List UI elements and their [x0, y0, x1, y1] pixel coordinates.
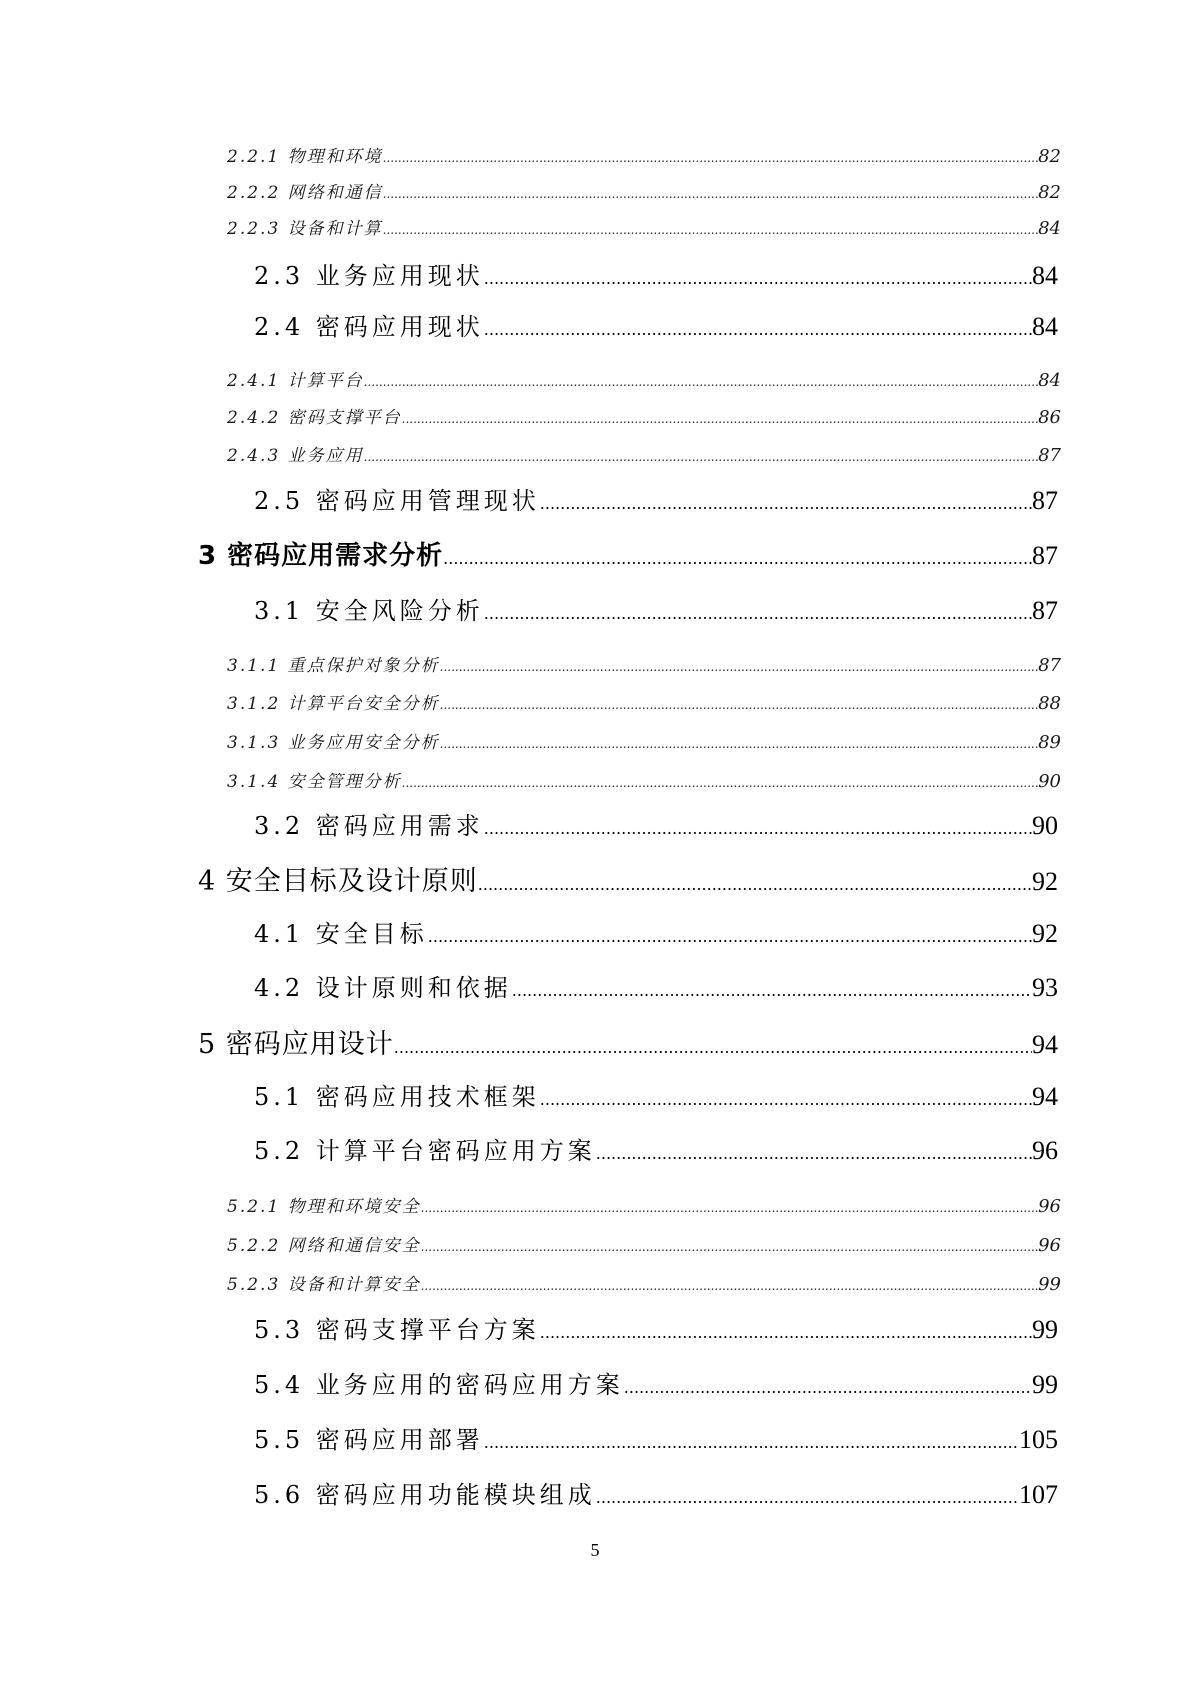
toc-entry-page: 92	[1032, 919, 1058, 948]
toc-entry[interactable]	[254, 256, 1058, 292]
toc-entry-title: 5 密码应用设计	[198, 1029, 394, 1060]
toc-dot-leader	[596, 1137, 1032, 1165]
toc-entry-title: 3.1 安全风险分析	[254, 597, 484, 625]
toc-entry-title: 2.4.3 业务应用	[227, 446, 364, 466]
toc-entry[interactable]	[254, 806, 1058, 842]
toc-entry[interactable]	[254, 968, 1058, 1004]
toc-entry[interactable]	[254, 481, 1058, 517]
toc-dot-leader	[484, 812, 1032, 840]
toc-entry-page: 86	[1038, 407, 1061, 428]
toc-dot-leader	[402, 408, 1038, 428]
toc-entry[interactable]	[227, 1192, 1061, 1216]
toc-dot-leader	[421, 1236, 1038, 1256]
toc-entry-page: 94	[1032, 1030, 1058, 1059]
toc-entry-page: 96	[1038, 1196, 1061, 1217]
toc-dot-leader	[484, 313, 1032, 341]
toc-entry-title: 5.2 计算平台密码应用方案	[254, 1137, 596, 1165]
toc-entry-title: 2.2.3 设备和计算	[227, 219, 383, 239]
toc-dot-leader	[443, 540, 1032, 571]
toc-entry[interactable]	[227, 689, 1061, 713]
toc-entry[interactable]	[227, 728, 1061, 752]
toc-entry[interactable]	[198, 535, 1058, 573]
toc-dot-leader	[364, 446, 1038, 466]
toc-dot-leader	[512, 974, 1032, 1002]
toc-entry-page: 87	[1038, 445, 1061, 466]
toc-entry-title: 5.2.1 物理和环境安全	[227, 1197, 421, 1217]
toc-dot-leader	[478, 866, 1032, 897]
toc-entry-page: 96	[1032, 1136, 1058, 1165]
toc-entry-title: 5.5 密码应用部署	[254, 1426, 484, 1454]
toc-entry[interactable]	[227, 1231, 1061, 1255]
toc-entry[interactable]	[254, 1365, 1058, 1401]
toc-entry-page: 99	[1038, 1274, 1061, 1295]
toc-dot-leader	[440, 694, 1038, 714]
toc-entry[interactable]	[227, 403, 1061, 427]
toc-entry-title: 5.6 密码应用功能模块组成	[254, 1481, 596, 1509]
toc-dot-leader	[394, 1029, 1032, 1060]
toc-dot-leader	[540, 1316, 1032, 1344]
toc-entry-title: 3.2 密码应用需求	[254, 812, 484, 840]
toc-entry[interactable]	[254, 1475, 1058, 1511]
toc-entry-title: 5.4 业务应用的密码应用方案	[254, 1371, 624, 1399]
toc-dot-leader	[383, 147, 1038, 167]
toc-entry-page: 87	[1032, 596, 1058, 625]
toc-dot-leader	[540, 487, 1032, 515]
toc-entry[interactable]	[227, 1270, 1061, 1294]
toc-entry-title: 2.2.2 网络和通信	[227, 183, 383, 203]
toc-dot-leader	[484, 1426, 1019, 1454]
toc-entry[interactable]	[227, 651, 1061, 675]
toc-dot-leader	[421, 1197, 1038, 1217]
toc-dot-leader	[440, 656, 1038, 676]
toc-entry-page: 107	[1019, 1480, 1058, 1509]
toc-entry-page: 96	[1038, 1235, 1061, 1256]
toc-entry-page: 93	[1032, 973, 1058, 1002]
toc-entry[interactable]	[254, 1131, 1058, 1167]
toc-entry-page: 105	[1019, 1425, 1058, 1454]
toc-entry-title: 2.2.1 物理和环境	[227, 147, 383, 167]
toc-entry-page: 84	[1038, 370, 1061, 391]
toc-entry[interactable]	[227, 178, 1061, 202]
toc-entry-title: 2.4.1 计算平台	[227, 371, 364, 391]
toc-entry-title: 2.5 密码应用管理现状	[254, 487, 540, 515]
toc-dot-leader	[484, 262, 1032, 290]
toc-entry-title: 3.1.3 业务应用安全分析	[227, 733, 440, 753]
toc-dot-leader	[383, 183, 1038, 203]
toc-entry-page: 84	[1038, 218, 1061, 239]
toc-entry-title: 4.2 设计原则和依据	[254, 974, 512, 1002]
toc-entry[interactable]	[198, 859, 1058, 897]
toc-entry-page: 82	[1038, 182, 1061, 203]
toc-entry[interactable]	[254, 1077, 1058, 1113]
toc-entry-page: 82	[1038, 146, 1061, 167]
toc-entry-title: 3.1.1 重点保护对象分析	[227, 656, 440, 676]
toc-entry-page: 99	[1032, 1315, 1058, 1344]
toc-dot-leader	[440, 733, 1038, 753]
toc-entry-page: 84	[1032, 312, 1058, 341]
toc-dot-leader	[421, 1275, 1038, 1295]
toc-entry-title: 4.1 安全目标	[254, 920, 428, 948]
toc-entry[interactable]	[254, 914, 1058, 950]
toc-entry-title: 3 密码应用需求分析	[198, 541, 444, 571]
toc-dot-leader	[402, 772, 1038, 792]
toc-entry-title: 3.1.4 安全管理分析	[227, 772, 402, 792]
toc-entry[interactable]	[254, 1310, 1058, 1346]
toc-entry-title: 2.3 业务应用现状	[254, 262, 484, 290]
toc-entry[interactable]	[198, 1022, 1058, 1060]
toc-dot-leader	[383, 219, 1038, 239]
toc-entry-title: 5.2.3 设备和计算安全	[227, 1275, 421, 1295]
toc-entry[interactable]	[227, 441, 1061, 465]
toc-entry-page: 88	[1038, 693, 1061, 714]
toc-entry-title: 3.1.2 计算平台安全分析	[227, 694, 440, 714]
page-number: 5	[590, 1540, 600, 1560]
toc-dot-leader	[540, 1083, 1032, 1111]
toc-entry-title: 2.4.2 密码支撑平台	[227, 408, 402, 428]
toc-entry-page: 90	[1032, 811, 1058, 840]
toc-entry[interactable]	[254, 1420, 1058, 1456]
toc-entry-title: 2.4 密码应用现状	[254, 313, 484, 341]
toc-entry-title: 5.1 密码应用技术框架	[254, 1083, 540, 1111]
toc-entry-page: 90	[1038, 771, 1061, 792]
toc-entry-title: 5.2.2 网络和通信安全	[227, 1236, 421, 1256]
toc-entry-page: 84	[1032, 261, 1058, 290]
toc-entry-page: 89	[1038, 732, 1061, 753]
toc-entry-page: 94	[1032, 1082, 1058, 1111]
toc-entry-page: 99	[1032, 1370, 1058, 1399]
toc-entry[interactable]	[227, 214, 1061, 238]
toc-dot-leader	[484, 597, 1032, 625]
toc-entry[interactable]	[227, 142, 1061, 166]
toc-entry[interactable]	[227, 366, 1061, 390]
toc-dot-leader	[624, 1371, 1032, 1399]
toc-entry[interactable]	[227, 767, 1061, 791]
toc-entry-title: 4 安全目标及设计原则	[198, 866, 478, 897]
toc-entry-page: 87	[1038, 655, 1061, 676]
toc-entry[interactable]	[254, 591, 1058, 627]
toc-entry[interactable]	[254, 307, 1058, 343]
toc-dot-leader	[364, 371, 1038, 391]
toc-entry-page: 87	[1032, 541, 1058, 570]
toc-dot-leader	[428, 920, 1032, 948]
toc-entry-page: 92	[1032, 867, 1058, 896]
toc-dot-leader	[596, 1481, 1019, 1509]
toc-entry-page: 87	[1032, 486, 1058, 515]
toc-entry-title: 5.3 密码支撑平台方案	[254, 1316, 540, 1344]
